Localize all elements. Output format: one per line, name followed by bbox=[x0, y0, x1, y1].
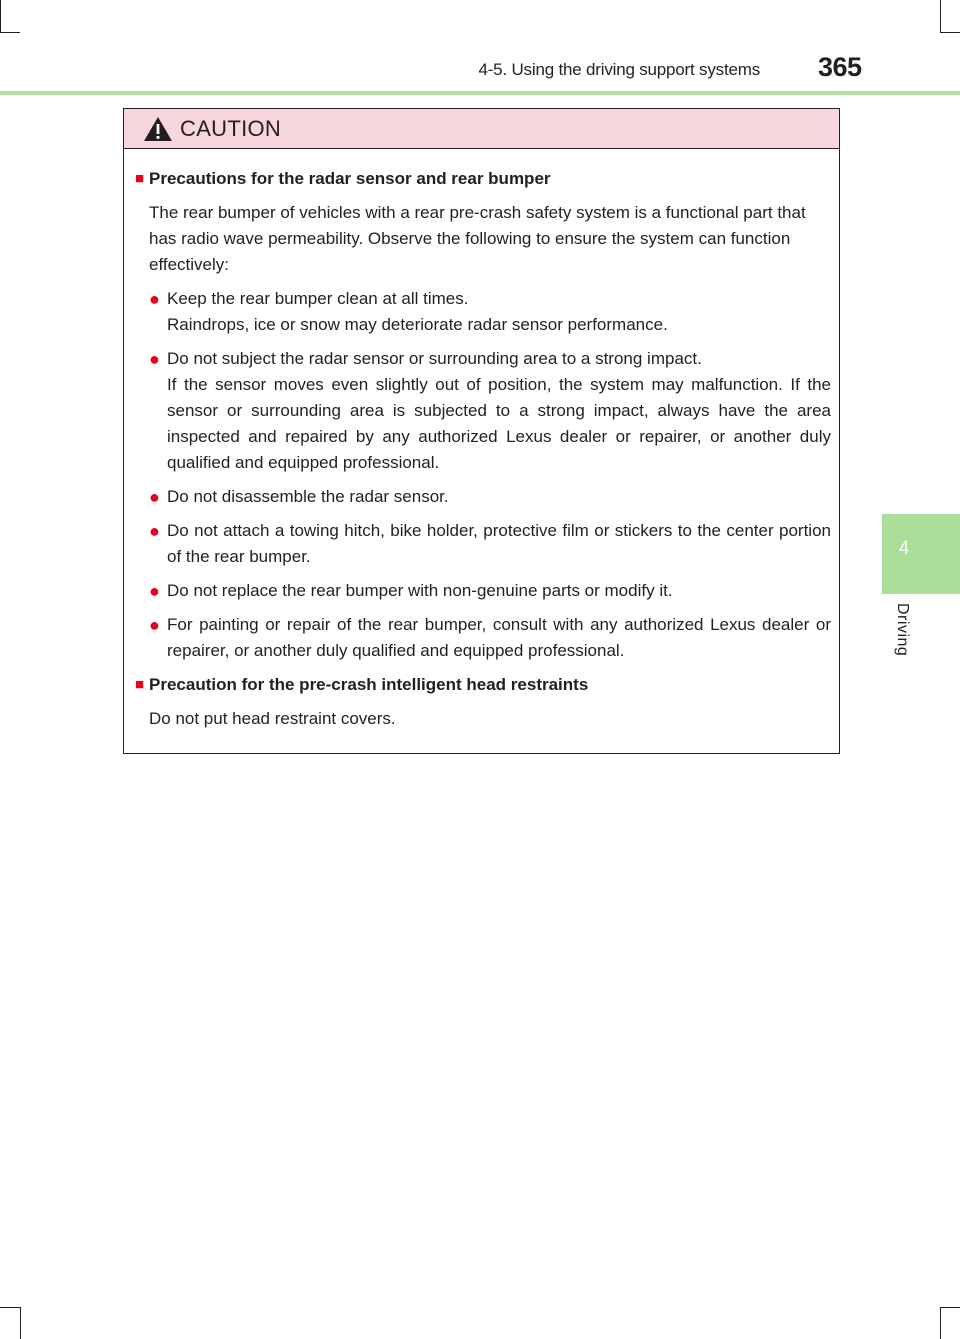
section-intro: Do not put head restraint covers. bbox=[149, 709, 396, 728]
bullet-line: Do not subject the radar sensor or surrounding area to a strong impact. bbox=[167, 349, 702, 368]
section-heading-text: Precautions for the radar sensor and rear bumper bbox=[149, 169, 551, 188]
crop-mark bbox=[940, 1307, 960, 1308]
crop-mark bbox=[940, 32, 960, 33]
bullet-text: Do not replace the rear bumper with non-genuine parts or modify it. bbox=[167, 581, 673, 600]
crop-mark bbox=[0, 1307, 20, 1308]
bullet-detail: If the sensor moves even slightly out of position, the system may malfunction. If the sensor or surrounding area is subjected to a strong impact, always have the area inspected and repaired by any authorized Lexus dealer or repairer, or another duly qualified and equipped professional. bbox=[167, 375, 831, 472]
caution-title: CAUTION bbox=[180, 115, 282, 141]
bullet-text: Do not attach a towing hitch, bike holder, protective film or stickers to the center portion of the rear bumper. bbox=[167, 521, 831, 566]
bullet-item bbox=[149, 518, 831, 570]
crop-mark bbox=[20, 1307, 21, 1339]
round-bullet-icon: ● bbox=[149, 349, 160, 369]
section-heading bbox=[135, 672, 831, 698]
section-title: 4-5. Using the driving support systems bbox=[478, 60, 760, 79]
round-bullet-icon: ● bbox=[149, 487, 160, 507]
square-bullet-icon: ■ bbox=[135, 676, 145, 693]
bullet-text bbox=[167, 346, 831, 476]
bullet-item bbox=[149, 286, 831, 338]
bullet-item bbox=[149, 578, 831, 604]
round-bullet-icon: ● bbox=[149, 581, 160, 601]
round-bullet-icon: ● bbox=[149, 521, 160, 541]
chapter-label bbox=[888, 603, 918, 669]
caution-body bbox=[124, 149, 839, 732]
bullet-detail: Raindrops, ice or snow may deteriorate radar sensor performance. bbox=[167, 315, 668, 334]
section-intro: The rear bumper of vehicles with a rear pre-crash safety system is a functional part that has radio wave permeability. Observe the following to ensure the system can function effectively: bbox=[149, 203, 806, 274]
section-heading-text: Precaution for the pre-crash intelligent head restraints bbox=[149, 675, 589, 694]
round-bullet-icon: ● bbox=[149, 289, 160, 309]
square-bullet-icon: ■ bbox=[135, 170, 145, 187]
chapter-number: 4 bbox=[898, 538, 910, 559]
bullet-text: Do not disassemble the radar sensor. bbox=[167, 487, 449, 506]
crop-mark bbox=[0, 32, 20, 33]
bullet-line: Keep the rear bumper clean at all times. bbox=[167, 289, 469, 308]
bullet-item bbox=[149, 346, 831, 476]
caution-header bbox=[124, 109, 839, 149]
section-heading bbox=[135, 166, 831, 192]
bullet-item bbox=[149, 612, 831, 664]
header-rule bbox=[0, 91, 960, 95]
warning-triangle-icon bbox=[143, 116, 173, 142]
bullet-item bbox=[149, 484, 831, 510]
crop-mark bbox=[940, 0, 941, 32]
caution-box bbox=[123, 108, 840, 754]
bullet-text bbox=[167, 286, 831, 338]
chapter-tab bbox=[882, 514, 960, 594]
round-bullet-icon: ● bbox=[149, 615, 160, 635]
crop-mark bbox=[0, 0, 1, 32]
page-number: 365 bbox=[818, 52, 862, 82]
chapter-label-text: Driving bbox=[894, 603, 911, 657]
crop-mark bbox=[940, 1307, 941, 1339]
bullet-text: For painting or repair of the rear bumper, consult with any authorized Lexus dealer or repairer, or another duly qualified and equipped professional. bbox=[167, 615, 831, 660]
